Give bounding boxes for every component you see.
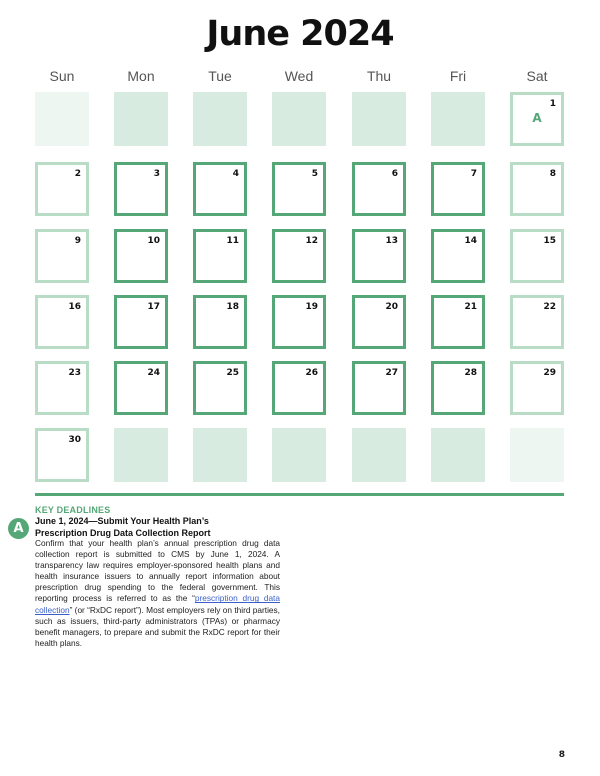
day-number: 6 [391, 169, 398, 179]
section-divider [35, 493, 564, 496]
day-number: 25 [226, 368, 239, 378]
deadline-text-2: ” (or “RxDC report”). Most employers rely on third parties, such as issuers, third-party administrators (TPAs) or pharmacy benefit managers, to prepare and submit the RxDC report for their health plans. [35, 604, 280, 648]
empty-day-cell [114, 428, 168, 482]
day-header-thu: Thu [366, 68, 392, 84]
deadline-text-1: Confirm that your health plan’s annual prescription drug data collection report is submitted to CMS by June 1, 2024. A transparency law requires employer-sponsored health plans and health insurance issuers to annually report information about prescription drug spending to the federal government. This reporting process is referred to as the “ [35, 538, 280, 604]
day-number: 22 [543, 302, 556, 312]
day-number: 18 [226, 302, 239, 312]
day-number: 26 [305, 368, 318, 378]
day-number: 11 [226, 236, 239, 246]
empty-day-cell [431, 92, 485, 146]
day-cell-2 [35, 162, 89, 216]
day-number: 1 [549, 99, 556, 109]
day-header-mon: Mon [127, 68, 155, 84]
day-cell-28 [431, 361, 485, 415]
day-number: 24 [147, 368, 160, 378]
day-cell-3 [114, 162, 168, 216]
day-number: 29 [543, 368, 556, 378]
day-cell-6 [352, 162, 406, 216]
day-cell-14 [431, 229, 485, 283]
day-number: 13 [385, 236, 398, 246]
empty-day-cell [114, 92, 168, 146]
day-cell-1 [510, 92, 564, 146]
empty-day-cell [352, 92, 406, 146]
deadline-marker: A [532, 111, 542, 125]
day-cell-19 [272, 295, 326, 349]
day-number: 9 [74, 236, 81, 246]
empty-day-cell [272, 428, 326, 482]
day-header-sun: Sun [49, 68, 75, 84]
day-cell-17 [114, 295, 168, 349]
day-header-sat: Sat [526, 68, 548, 84]
deadline-title-line1: June 1, 2024—Submit Your Health Plan’s [35, 516, 209, 526]
day-header-fri: Fri [449, 68, 467, 84]
day-number: 5 [311, 169, 318, 179]
day-number: 7 [470, 169, 477, 179]
day-number: 21 [464, 302, 477, 312]
day-cell-30 [35, 428, 89, 482]
empty-day-cell [193, 92, 247, 146]
day-cell-27 [352, 361, 406, 415]
day-number: 10 [147, 236, 160, 246]
day-cell-5 [272, 162, 326, 216]
key-deadlines-heading: KEY DEADLINES [35, 505, 111, 515]
day-cell-11 [193, 229, 247, 283]
day-number: 14 [464, 236, 477, 246]
day-header-wed: Wed [284, 68, 314, 84]
day-number: 28 [464, 368, 477, 378]
day-cell-13 [352, 229, 406, 283]
day-number: 20 [385, 302, 398, 312]
day-cell-10 [114, 229, 168, 283]
day-number: 4 [232, 169, 239, 179]
day-cell-8 [510, 162, 564, 216]
empty-day-cell [510, 428, 564, 482]
day-cell-21 [431, 295, 485, 349]
day-number: 30 [68, 435, 81, 445]
day-cell-18 [193, 295, 247, 349]
empty-day-cell [272, 92, 326, 146]
day-cell-9 [35, 229, 89, 283]
day-cell-29 [510, 361, 564, 415]
day-number: 19 [305, 302, 318, 312]
empty-day-cell [431, 428, 485, 482]
day-cell-23 [35, 361, 89, 415]
day-number: 12 [305, 236, 318, 246]
day-number: 27 [385, 368, 398, 378]
rxdc-link[interactable]: prescription drug data collection [35, 593, 280, 615]
day-number: 23 [68, 368, 81, 378]
day-cell-24 [114, 361, 168, 415]
page-number: 8 [558, 750, 565, 760]
day-number: 3 [153, 169, 160, 179]
empty-day-cell [352, 428, 406, 482]
deadline-title-line2: Prescription Drug Data Collection Report [35, 527, 211, 538]
deadline-description [35, 538, 280, 649]
day-cell-12 [272, 229, 326, 283]
page-title: June 2024 [206, 14, 394, 54]
day-cell-20 [352, 295, 406, 349]
day-number: 2 [74, 169, 81, 179]
day-number: 17 [147, 302, 160, 312]
day-number: 16 [68, 302, 81, 312]
day-cell-16 [35, 295, 89, 349]
deadline-title [35, 516, 285, 539]
day-cell-7 [431, 162, 485, 216]
day-cell-4 [193, 162, 247, 216]
day-cell-22 [510, 295, 564, 349]
empty-day-cell [193, 428, 247, 482]
day-cell-15 [510, 229, 564, 283]
day-cell-25 [193, 361, 247, 415]
deadline-badge: A [8, 518, 29, 539]
day-header-tue: Tue [208, 68, 232, 84]
day-number: 8 [549, 169, 556, 179]
empty-day-cell [35, 92, 89, 146]
day-cell-26 [272, 361, 326, 415]
day-number: 15 [543, 236, 556, 246]
